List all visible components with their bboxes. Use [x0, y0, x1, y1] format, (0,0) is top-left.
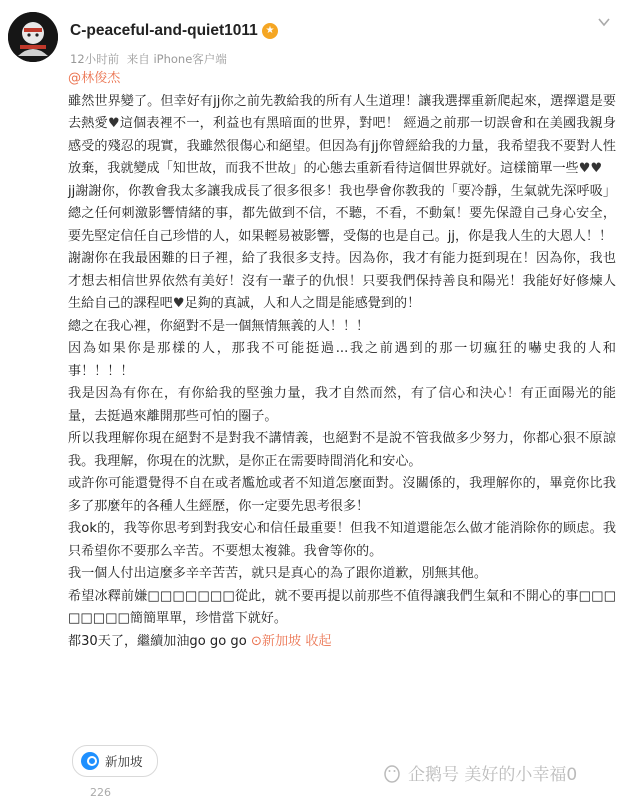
paragraph-4: 總之在我心裡，你絕對不是一個無情無義的人！！！: [68, 318, 370, 334]
paragraph-3: 謝謝你在我最困難的日子裡，給了我很多支持。因為你，我才有能力挺到現在！因為你，我也才想去相信世界依然有美好！沒有一輩子的仇恨！只要我們保持善良和陽光！我能好好修煉人生給自己的課程吧♥足夠的真誠，人和人之間是能感覺到的！: [68, 251, 616, 311]
penguin-logo-icon: [382, 763, 402, 783]
paragraph-6: 我是因為有你在，有你給我的堅強力量，我才自然而然，有了信心和決心！有正面陽光的能量，去挺過來離開那些可怕的圈子。: [68, 386, 616, 424]
chevron-down-icon[interactable]: [596, 14, 612, 30]
paragraph-1: 雖然世界變了。但幸好有jj你之前先教給我的所有人生道理！讓我選擇重新爬起來，選擇還是要去熱愛♥這個表裡不一，利益也有黑暗面的世界，對吧！ 經過之前那一切誤會和在美國我親身感受的殘忍的現實，我雖然很傷心和絕望。但因為有jj你曾經給我的力量，我希望我不要對人性放棄，我就變成「知世故，而我不世故」的心態去重新看待這個世界就好。這樣簡單一些♥♥: [68, 93, 616, 176]
heart-icon: ♥♥: [578, 161, 603, 176]
post-meta: [70, 51, 231, 67]
paragraph-10: 我一個人付出這麼多辛辛苦苦，就只是真心的為了跟你道歉，別無其他。: [68, 566, 487, 581]
action-bar: [60, 786, 626, 806]
location-tag[interactable]: [72, 745, 158, 777]
heart-icon: ♥: [107, 116, 120, 131]
location-pin-icon: ⊙: [250, 633, 262, 649]
mention-link[interactable]: @林俊杰: [68, 71, 121, 86]
repost-count[interactable]: 226: [90, 786, 111, 799]
paragraph-9: 我ok的，我等你思考到對我安心和信任最重要！但我不知道還能怎么做才能消除你的顾虑。我只希望你不要那么辛苦。不要想太複雜。我會等你的。: [68, 521, 616, 559]
location-icon: [81, 752, 99, 770]
avatar[interactable]: [8, 12, 58, 62]
post-source: 来自 iPhone客户端: [126, 52, 227, 66]
post-content: [68, 68, 616, 653]
inline-location-link[interactable]: 新加坡: [261, 633, 302, 649]
location-tag-label: 新加坡: [105, 754, 143, 769]
collapse-link[interactable]: 收起: [305, 633, 332, 649]
post-header: [0, 0, 626, 70]
last-line: 都30天了，繼續加油go go go ⊙新加坡 收起: [68, 633, 332, 649]
paragraph-8: 或許你可能還覺得不自在或者尷尬或者不知道怎麼面對。沒關係的，我理解你的，畢竟你比我多了那麼年的各種人生經歷，你一定要先思考很多！: [68, 476, 616, 514]
paragraph-2: jj謝謝你，你教會我太多讓我成長了很多很多！我也學會你教我的「要冷靜，生氣就先深呼吸」總之任何刺激影響情緒的事，都先做到不信，不聽，不看，不動氣！要先保證自己身心安全，要先堅定信任自己珍惜的人，如果輕易被影響，受傷的也是自己。jj，你是我人生的大恩人！！: [68, 183, 616, 244]
watermark-text: 企鹅号 美好的小幸福0: [408, 765, 578, 785]
post-time: 12小时前: [70, 52, 120, 66]
vip-badge-icon: ★: [262, 23, 278, 39]
watermark: [382, 760, 577, 785]
heart-icon: ♥: [172, 296, 185, 311]
paragraph-7: 所以我理解你現在絕對不是對我不講情義，也絕對不是說不管我做多少努力，你都心狠不原諒我。我理解，你現在的沈默，是你正在需要時間消化和安心。: [68, 431, 616, 469]
paragraph-5: 因為如果你是那樣的人，那我不可能挺過...我之前遇到的那一切瘋狂的嚇史我的人和事！！！！: [68, 341, 616, 379]
username[interactable]: C-peaceful-and-quiet1011: [70, 22, 258, 39]
paragraph-11: 希望冰釋前嫌□□□□□□□從此，就不要再提以前那些不值得讓我們生氣和不開心的事□□□□□□□□簡簡單單，珍惜當下就好。: [68, 588, 616, 626]
